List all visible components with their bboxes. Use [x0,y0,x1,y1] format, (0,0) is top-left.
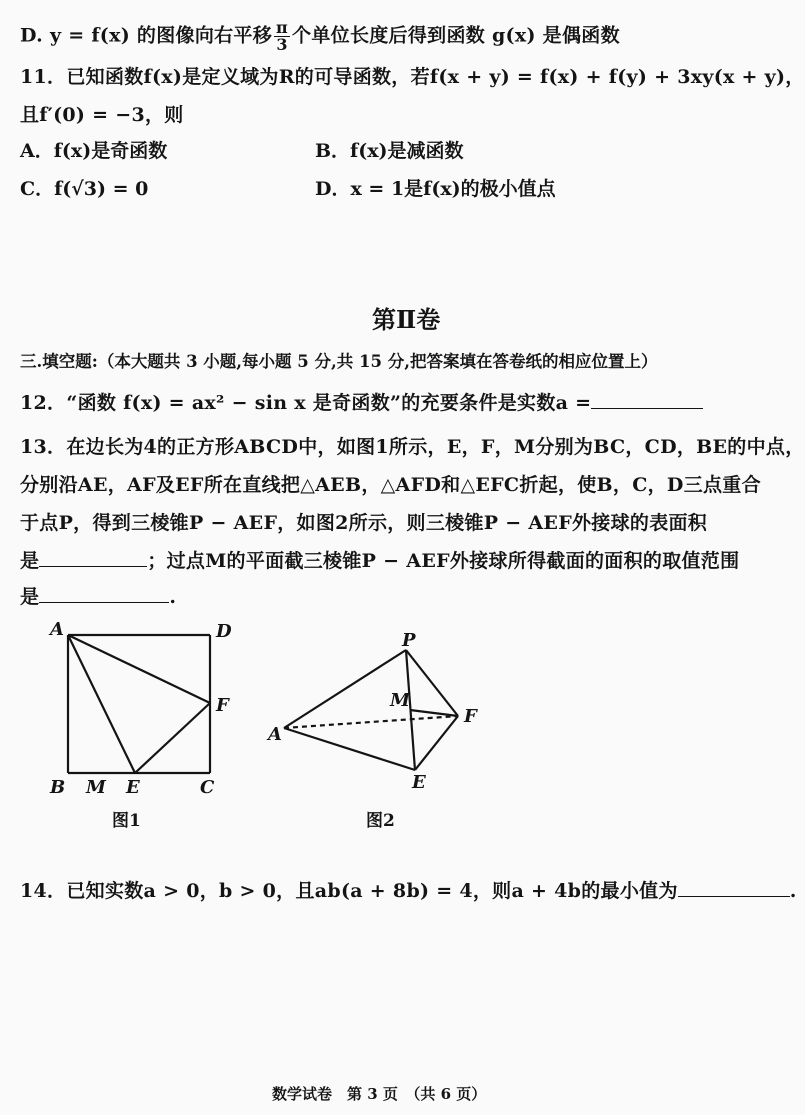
fig2-edge-ef [415,716,458,770]
q14-answer-blank[interactable] [678,878,790,897]
q10-d-post: 个单位长度后得到函数 g(x) 是偶函数 [292,24,620,47]
fig1-label-a: A [50,619,64,640]
figure1-square-diagram [40,615,260,805]
fig2-label-p: P [402,630,416,651]
q11-option-a: A．f(x)是奇函数 [20,140,168,162]
q14-text: 14．已知实数a > 0，b > 0，且ab(a + 8b) = 4，则a + 4b的最小值为 [20,880,678,902]
q12-answer-blank[interactable] [591,390,703,409]
fig2-segment-mf [410,710,458,716]
q14-stem: 14．已知实数a > 0，b > 0，且ab(a + 8b) = 4，则a + 4b的最小值为 . [20,880,797,902]
part-title: 第Ⅱ卷 [372,305,441,334]
section-header: 三.填空题:（本大题共 3 小题,每小题 5 分,共 15 分,把答案填在答卷纸的相应位置上） [20,352,658,371]
figure2-tetrahedron-diagram [262,628,492,798]
q12-stem [20,388,703,415]
fig2-edge-pf [406,650,458,716]
fig1-segment-ef [135,703,210,773]
q12-text: 12．“函数 f(x) = ax² − sin x 是奇函数”的充要条件是实数a = [20,392,592,414]
fig2-label-a: A [268,724,282,745]
q10-d-label: D. [20,24,44,47]
fig2-hidden-edge-af [284,716,458,728]
q13-answer-blank-2[interactable] [39,584,169,603]
fig1-segment-af [68,635,210,703]
q13-line2: 分别沿AE，AF及EF所在直线把△AEB，△AFD和△EFC折起，使B，C，D三点重合 [20,474,761,496]
fig1-label-c: C [200,777,215,798]
q13-line1: 13．在边长为4的正方形ABCD中，如图1所示，E，F，M分别为BC，CD，BE的中点， [20,436,805,458]
figure2-caption: 图2 [366,811,395,831]
fig2-label-e: E [412,772,426,793]
q13-answer-blank-1[interactable] [39,548,147,567]
fig1-segment-ae [68,635,135,773]
fig1-label-f: F [216,695,229,716]
fig1-label-d: D [216,621,232,642]
fig1-label-b: B [50,777,66,798]
pi-over-3-fraction: $\frac{\pi}{3}$ [276,18,289,54]
fig2-edge-ae [284,728,415,770]
q11-option-b: B．f(x)是减函数 [315,140,464,162]
fig2-edge-ap [284,650,406,728]
fig2-label-m: M [390,690,410,711]
q10-d-pre: y = f(x) 的图像向右平移 [49,24,273,47]
q13-line5: 是 . [20,586,177,608]
q11-option-c: C．f(√3) = 0 [20,178,149,200]
q10-option-d [20,20,620,53]
fig1-label-m: M [86,777,106,798]
q11-stem-line2: 且f′(0) = −3，则 [20,104,184,126]
page-footer: 数学试卷 第 3 页 （共 6 页） [272,1085,487,1103]
q13-line4: 是 ；过点M的平面截三棱锥P − AEF外接球所得截面的面积的取值范围 [20,550,740,572]
fig1-label-e: E [126,777,140,798]
q11-stem-line1: 11．已知函数f(x)是定义域为R的可导函数，若f(x + y) = f(x) + f(y) + 3xy(x + y)， [20,66,805,88]
fig2-label-f: F [464,706,477,727]
q13-line3: 于点P，得到三棱锥P − AEF，如图2所示，则三棱锥P − AEF外接球的表面积 [20,512,708,534]
figure1-caption: 图1 [112,811,141,831]
q11-option-d: D．x = 1是f(x)的极小值点 [315,178,556,200]
